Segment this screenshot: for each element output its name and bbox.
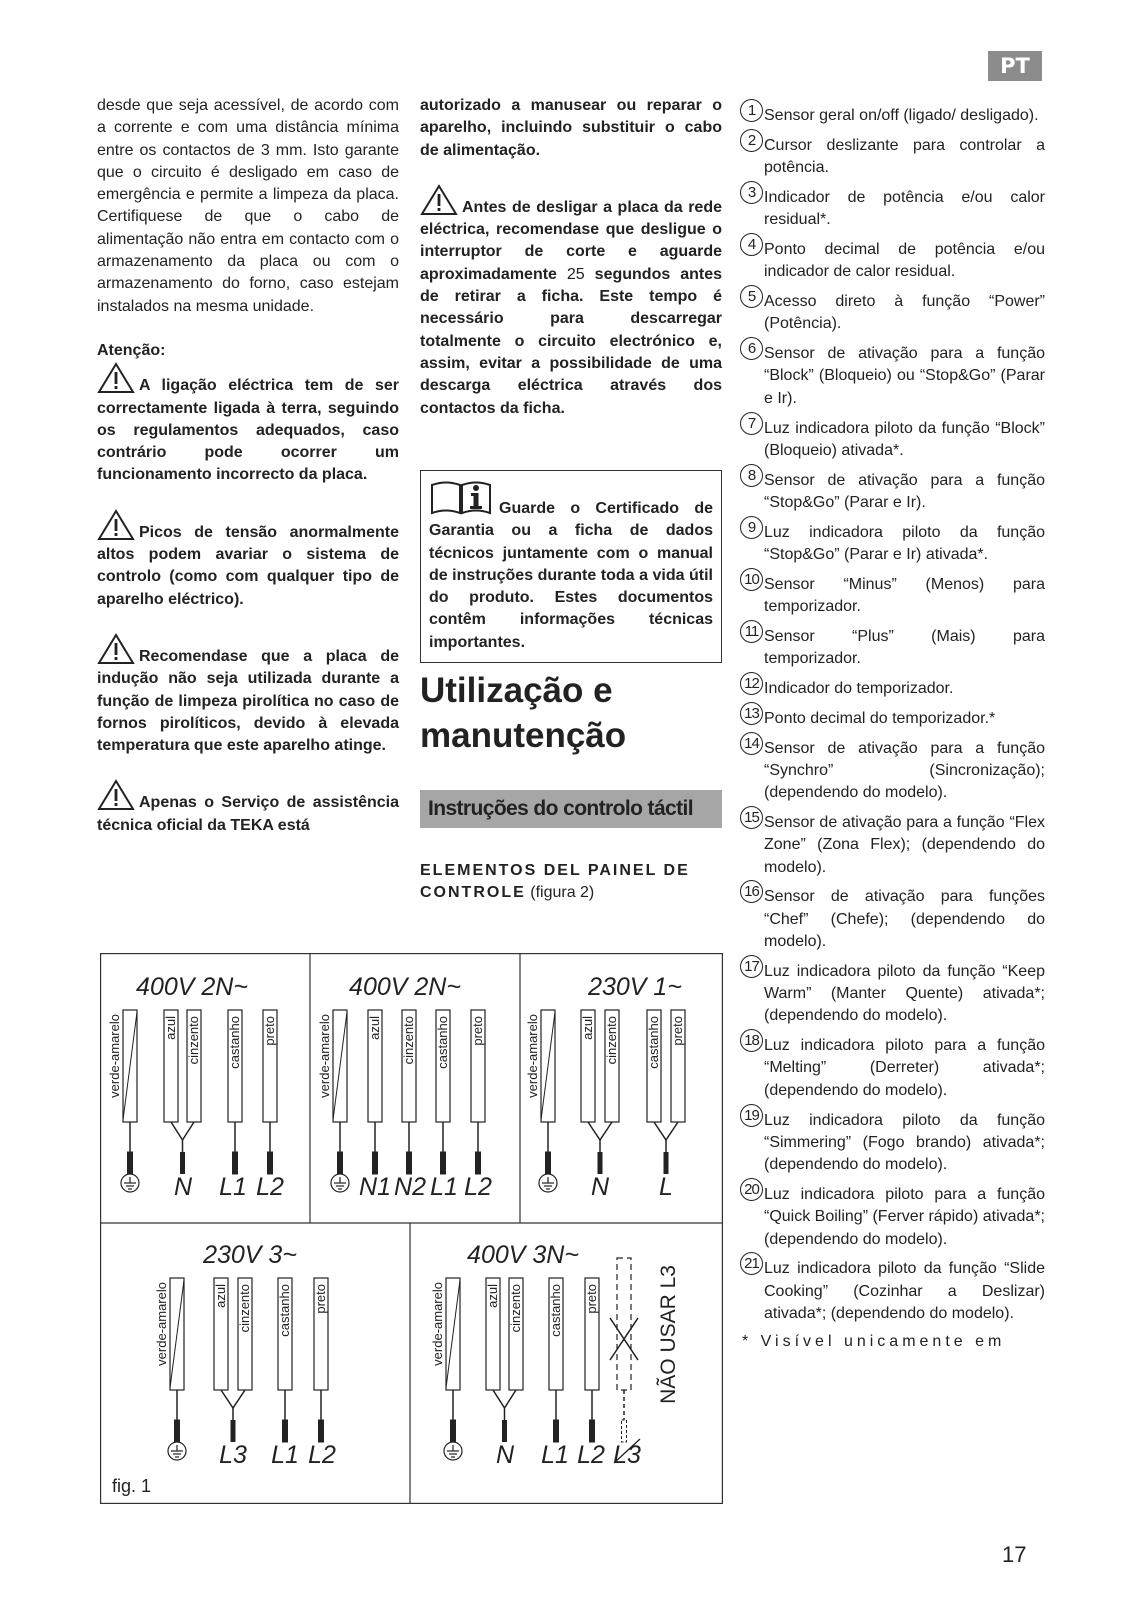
control-item (742, 734, 1045, 805)
control-item-text: Luz indicadora piloto da função “Slide Cooking” (Cozinhar a Deslizar) ativada*; (dependendo do modelo). (764, 1260, 1045, 1322)
wire-label: verde-amarelo (430, 1282, 445, 1366)
wire-label: preto (262, 1016, 277, 1046)
wiring-diagram (100, 953, 723, 1504)
control-item-text: Sensor de ativação para a função “Block” (Bloqueio) ou “Stop&Go” (Parar e Ir). (764, 345, 1045, 407)
control-item-text: Luz indicadora piloto da função “Block” (Bloqueio) ativada*. (764, 419, 1045, 459)
wire-terminal (175, 1420, 180, 1442)
control-item-text: Luz indicadora piloto para a função “Quick Boiling” (Ferver rápido) ativada*; (dependendo do modelo). (764, 1185, 1045, 1248)
wire-label: cinzento (237, 1284, 252, 1333)
wire-terminal (283, 1420, 288, 1442)
number-badge: 18 (740, 1029, 763, 1052)
wire-terminal (268, 1152, 273, 1174)
number-badge: 9 (740, 516, 763, 539)
number-badge: 12 (740, 672, 763, 695)
page-number: 17 (1002, 1542, 1027, 1567)
language-tag: PT (988, 51, 1042, 81)
wire-terminal (502, 1420, 507, 1442)
number-badge: 3 (740, 181, 763, 204)
number-badge: 13 (740, 702, 763, 725)
wire-joint (171, 1122, 194, 1140)
number-badge: 16 (740, 880, 763, 903)
control-item (742, 131, 1045, 180)
terminal-label: N (590, 1173, 610, 1201)
warning-icon (420, 184, 458, 216)
wire-terminal (622, 1420, 627, 1442)
wire-joint (493, 1390, 516, 1408)
manual-book-icon (429, 479, 493, 517)
terminal-label: L1 (430, 1173, 458, 1201)
wire-terminal (451, 1420, 456, 1442)
control-item (742, 570, 1045, 619)
control-item-text: Sensor geral on/off (ligado/ desligado). (764, 107, 1039, 124)
control-item (742, 414, 1045, 463)
terminal-label: L (659, 1173, 673, 1201)
info-box: Guarde o Certificado de Garantia ou a ficha de dados técnicos juntamente com o manual de instruções durante toda a vida útil do produto. Estes documentos contêm informações técnicas importantes. (420, 470, 722, 663)
wire-terminal (598, 1152, 603, 1174)
panel-title: 230V 1~ (588, 973, 682, 1001)
control-elements-heading: ELEMENTOS DEL PAINEL DE CONTROLE (figura 2) (420, 862, 690, 902)
control-item (742, 288, 1045, 336)
control-item (742, 957, 1045, 1028)
wire-label: azul (485, 1284, 500, 1308)
control-item (742, 340, 1045, 410)
control-item (742, 235, 1045, 284)
warning-service: Apenas o Serviço de assistência técnica oficial da TEKA está (97, 779, 399, 837)
terminal-label: L1 (541, 1441, 569, 1469)
control-item-text: Luz indicadora piloto para a função “Melting” (Derreter) ativada*; (dependendo do modelo). (764, 1037, 1045, 1099)
wire-terminal (338, 1152, 343, 1174)
number-badge: 20 (740, 1178, 763, 1201)
control-item (742, 183, 1045, 232)
wire-terminal (554, 1420, 559, 1442)
panel-title: 400V 2N~ (136, 973, 248, 1001)
column-left (97, 95, 399, 837)
terminal-label: L1 (219, 1173, 247, 1201)
panel-title: 230V 3~ (203, 1241, 297, 1269)
wire-label: cinzento (604, 1016, 619, 1065)
wire-label: preto (670, 1016, 685, 1046)
control-item (742, 518, 1045, 567)
warning-earth: A ligação eléctrica tem de ser correctamente ligada à terra, seguindo os regulamentos adequados, caso contrário pode ocorrer um funcionamento incorrecto da placa. (97, 362, 399, 486)
wire-terminal (546, 1152, 551, 1174)
control-item (742, 704, 1045, 730)
control-item-text: Sensor de ativação para a função “Flex Zone” (Zona Flex); (dependendo do modelo). (764, 814, 1045, 876)
warning-voltage: Picos de tensão anormalmente altos podem avariar o sistema de controlo (como com qualquer tipo de aparelho eléctrico). (97, 509, 399, 611)
control-item (742, 1255, 1045, 1325)
terminal-label: L2 (577, 1441, 605, 1469)
wire-label: azul (580, 1016, 595, 1040)
number-badge: 17 (740, 955, 763, 978)
panel-title: 400V 2N~ (349, 973, 461, 1001)
wire-label: castanho (646, 1016, 661, 1069)
control-item (742, 102, 1045, 127)
warning-icon (97, 633, 135, 665)
control-item (742, 1032, 1045, 1102)
wire-label: verde-amarelo (154, 1282, 169, 1366)
control-item (742, 466, 1045, 515)
number-badge: 8 (740, 464, 763, 487)
wire-terminal (476, 1152, 481, 1174)
wire-label: azul (163, 1016, 178, 1040)
wire-label: verde-amarelo (107, 1014, 122, 1098)
wire-joint (221, 1390, 245, 1408)
terminal-label: L2 (256, 1173, 284, 1201)
wire-joint (654, 1122, 678, 1140)
number-badge: 4 (740, 233, 763, 256)
column-middle (420, 95, 722, 420)
wire-terminal (180, 1152, 185, 1174)
wire-label: azul (213, 1284, 228, 1308)
number-badge: 6 (740, 337, 763, 360)
wire-label: castanho (277, 1284, 292, 1337)
control-item-text: Ponto decimal de potência e/ou indicador de calor residual. (764, 240, 1045, 281)
warning-pyrolytic: Recomendase que a placa de indução não seja utilizada durante a função de limpeza pirolítica no caso de fornos pirolíticos, devido à elevada temperatura que este aparelho atinge. (97, 633, 399, 757)
terminal-label: L2 (464, 1173, 492, 1201)
control-item (742, 809, 1045, 879)
control-item-text: Acesso direto à função “Power” (Potência). (764, 293, 1045, 333)
attention-heading: Atenção: (97, 341, 166, 359)
terminal-label: N (495, 1441, 515, 1469)
warning-icon (97, 362, 135, 394)
wire-label: castanho (435, 1016, 450, 1069)
number-badge: 21 (740, 1252, 763, 1275)
control-item (742, 1180, 1045, 1251)
control-item-text: Ponto decimal do temporizador.* (764, 709, 996, 727)
control-item-text: Sensor de ativação para a função “Stop&Go” (Parar e Ir). (764, 471, 1045, 511)
control-item-text: Indicador de potência e/ou calor residual*. (764, 188, 1045, 229)
wire-label: castanho (548, 1284, 563, 1337)
terminal-label: L3 (219, 1441, 247, 1469)
control-item-text: Cursor deslizante para controlar a potência. (764, 136, 1045, 177)
wire-terminal (233, 1152, 238, 1174)
terminal-label: L3 (613, 1441, 641, 1469)
wire-label: preto (313, 1284, 328, 1314)
section-title: Utilização e manutenção (420, 671, 627, 755)
control-item-text: Luz indicadora piloto da função “Simmering” (Fogo brando) ativada*; (dependendo do modelo). (764, 1111, 1045, 1174)
control-item-text: Sensor “Plus” (Mais) para temporizador. (764, 627, 1045, 668)
number-badge: 10 (740, 568, 763, 591)
terminal-label: N (173, 1173, 193, 1201)
paragraph-connection: desde que seja acessível, de acordo com a corrente e com uma distância mínima entre os contactos de 3 mm. Isto garante que o circuito é desligado em caso de emergência e permite a limpeza da placa. Certifiquese de que o cabo de alimentação não entra em contacto com o armazenamento da placa ou com o armazenamento do forno, caso estejam instalados na mesma unidade. (97, 97, 399, 315)
not-use-note: NÃO USAR L3 (657, 1265, 680, 1404)
paragraph-authorized: autorizado a manusear ou reparar o aparelho, incluindo substituir o cabo de alimentação. (420, 97, 722, 159)
wire-label: cinzento (401, 1016, 416, 1065)
wire-terminal (407, 1152, 412, 1174)
wire-label: cinzento (508, 1284, 523, 1333)
number-badge: 7 (740, 412, 763, 435)
panel-title: 400V 3N~ (467, 1241, 579, 1269)
number-badge: 19 (740, 1104, 763, 1127)
terminal-label: L1 (271, 1441, 299, 1469)
wire-terminal (128, 1152, 133, 1174)
wire-label: azul (367, 1016, 382, 1040)
wire-label: preto (584, 1284, 599, 1314)
wire-label: preto (470, 1016, 485, 1046)
wire-label: castanho (227, 1016, 242, 1069)
terminal-label: L2 (308, 1441, 336, 1469)
control-elements-list (742, 102, 1045, 1353)
wire-label: cinzento (186, 1016, 201, 1065)
control-item-text: Sensor de ativação para a função “Synchro” (Sincronização); (dependendo do modelo). (764, 739, 1045, 802)
wire-terminal (590, 1420, 595, 1442)
wire-joint (588, 1122, 612, 1140)
wire-label: verde-amarelo (525, 1014, 540, 1098)
control-item-text: Sensor “Minus” (Menos) para temporizador. (764, 575, 1045, 616)
control-item-text: Indicador do temporizador. (764, 680, 954, 698)
wire-terminal (441, 1152, 446, 1174)
control-item (742, 1106, 1045, 1177)
warning-disconnect: Antes de desligar a placa da rede eléctrica, recomendase que desligue o interruptor de corte e aguarde aproximadamente 25 segundos antes de retirar a ficha. Este tempo é necessário para descarregar totalmente o circuito electrónico e, assim, evitar a possibilidade de uma descarga eléctrica através dos contactos da ficha. (420, 184, 722, 420)
footnote: * Visível unicamente em (742, 1332, 1006, 1350)
wire-terminal (373, 1152, 378, 1174)
terminal-label: N2 (394, 1173, 426, 1201)
control-item (742, 622, 1045, 671)
number-badge: 11 (740, 620, 763, 643)
wire-terminal (231, 1420, 236, 1442)
number-badge: 2 (740, 129, 763, 152)
control-item-text: Luz indicadora piloto da função “Stop&Go” (Parar e Ir) ativada*. (764, 523, 1045, 564)
control-item-text: Luz indicadora piloto da função “Keep Warm” (Manter Quente) ativada*; (dependendo do modelo). (764, 962, 1045, 1025)
unused-wire (617, 1258, 631, 1390)
control-item (742, 883, 1045, 953)
number-badge: 5 (740, 285, 763, 308)
terminal-label: N1 (359, 1173, 391, 1201)
control-item (742, 675, 1045, 700)
number-badge: 1 (740, 99, 763, 122)
warning-icon (97, 509, 135, 541)
figure-label: fig. 1 (112, 1476, 152, 1496)
wire-label: verde-amarelo (317, 1014, 332, 1098)
warning-icon (97, 779, 135, 811)
number-badge: 15 (740, 806, 763, 829)
control-item-text: Sensor de ativação para funções “Chef” (Chefe); (dependendo do modelo). (764, 888, 1045, 950)
section-subtitle: Instruções do controlo táctil (420, 790, 722, 828)
wire-terminal (319, 1420, 324, 1442)
wire-terminal (664, 1152, 669, 1174)
number-badge: 14 (740, 732, 763, 755)
